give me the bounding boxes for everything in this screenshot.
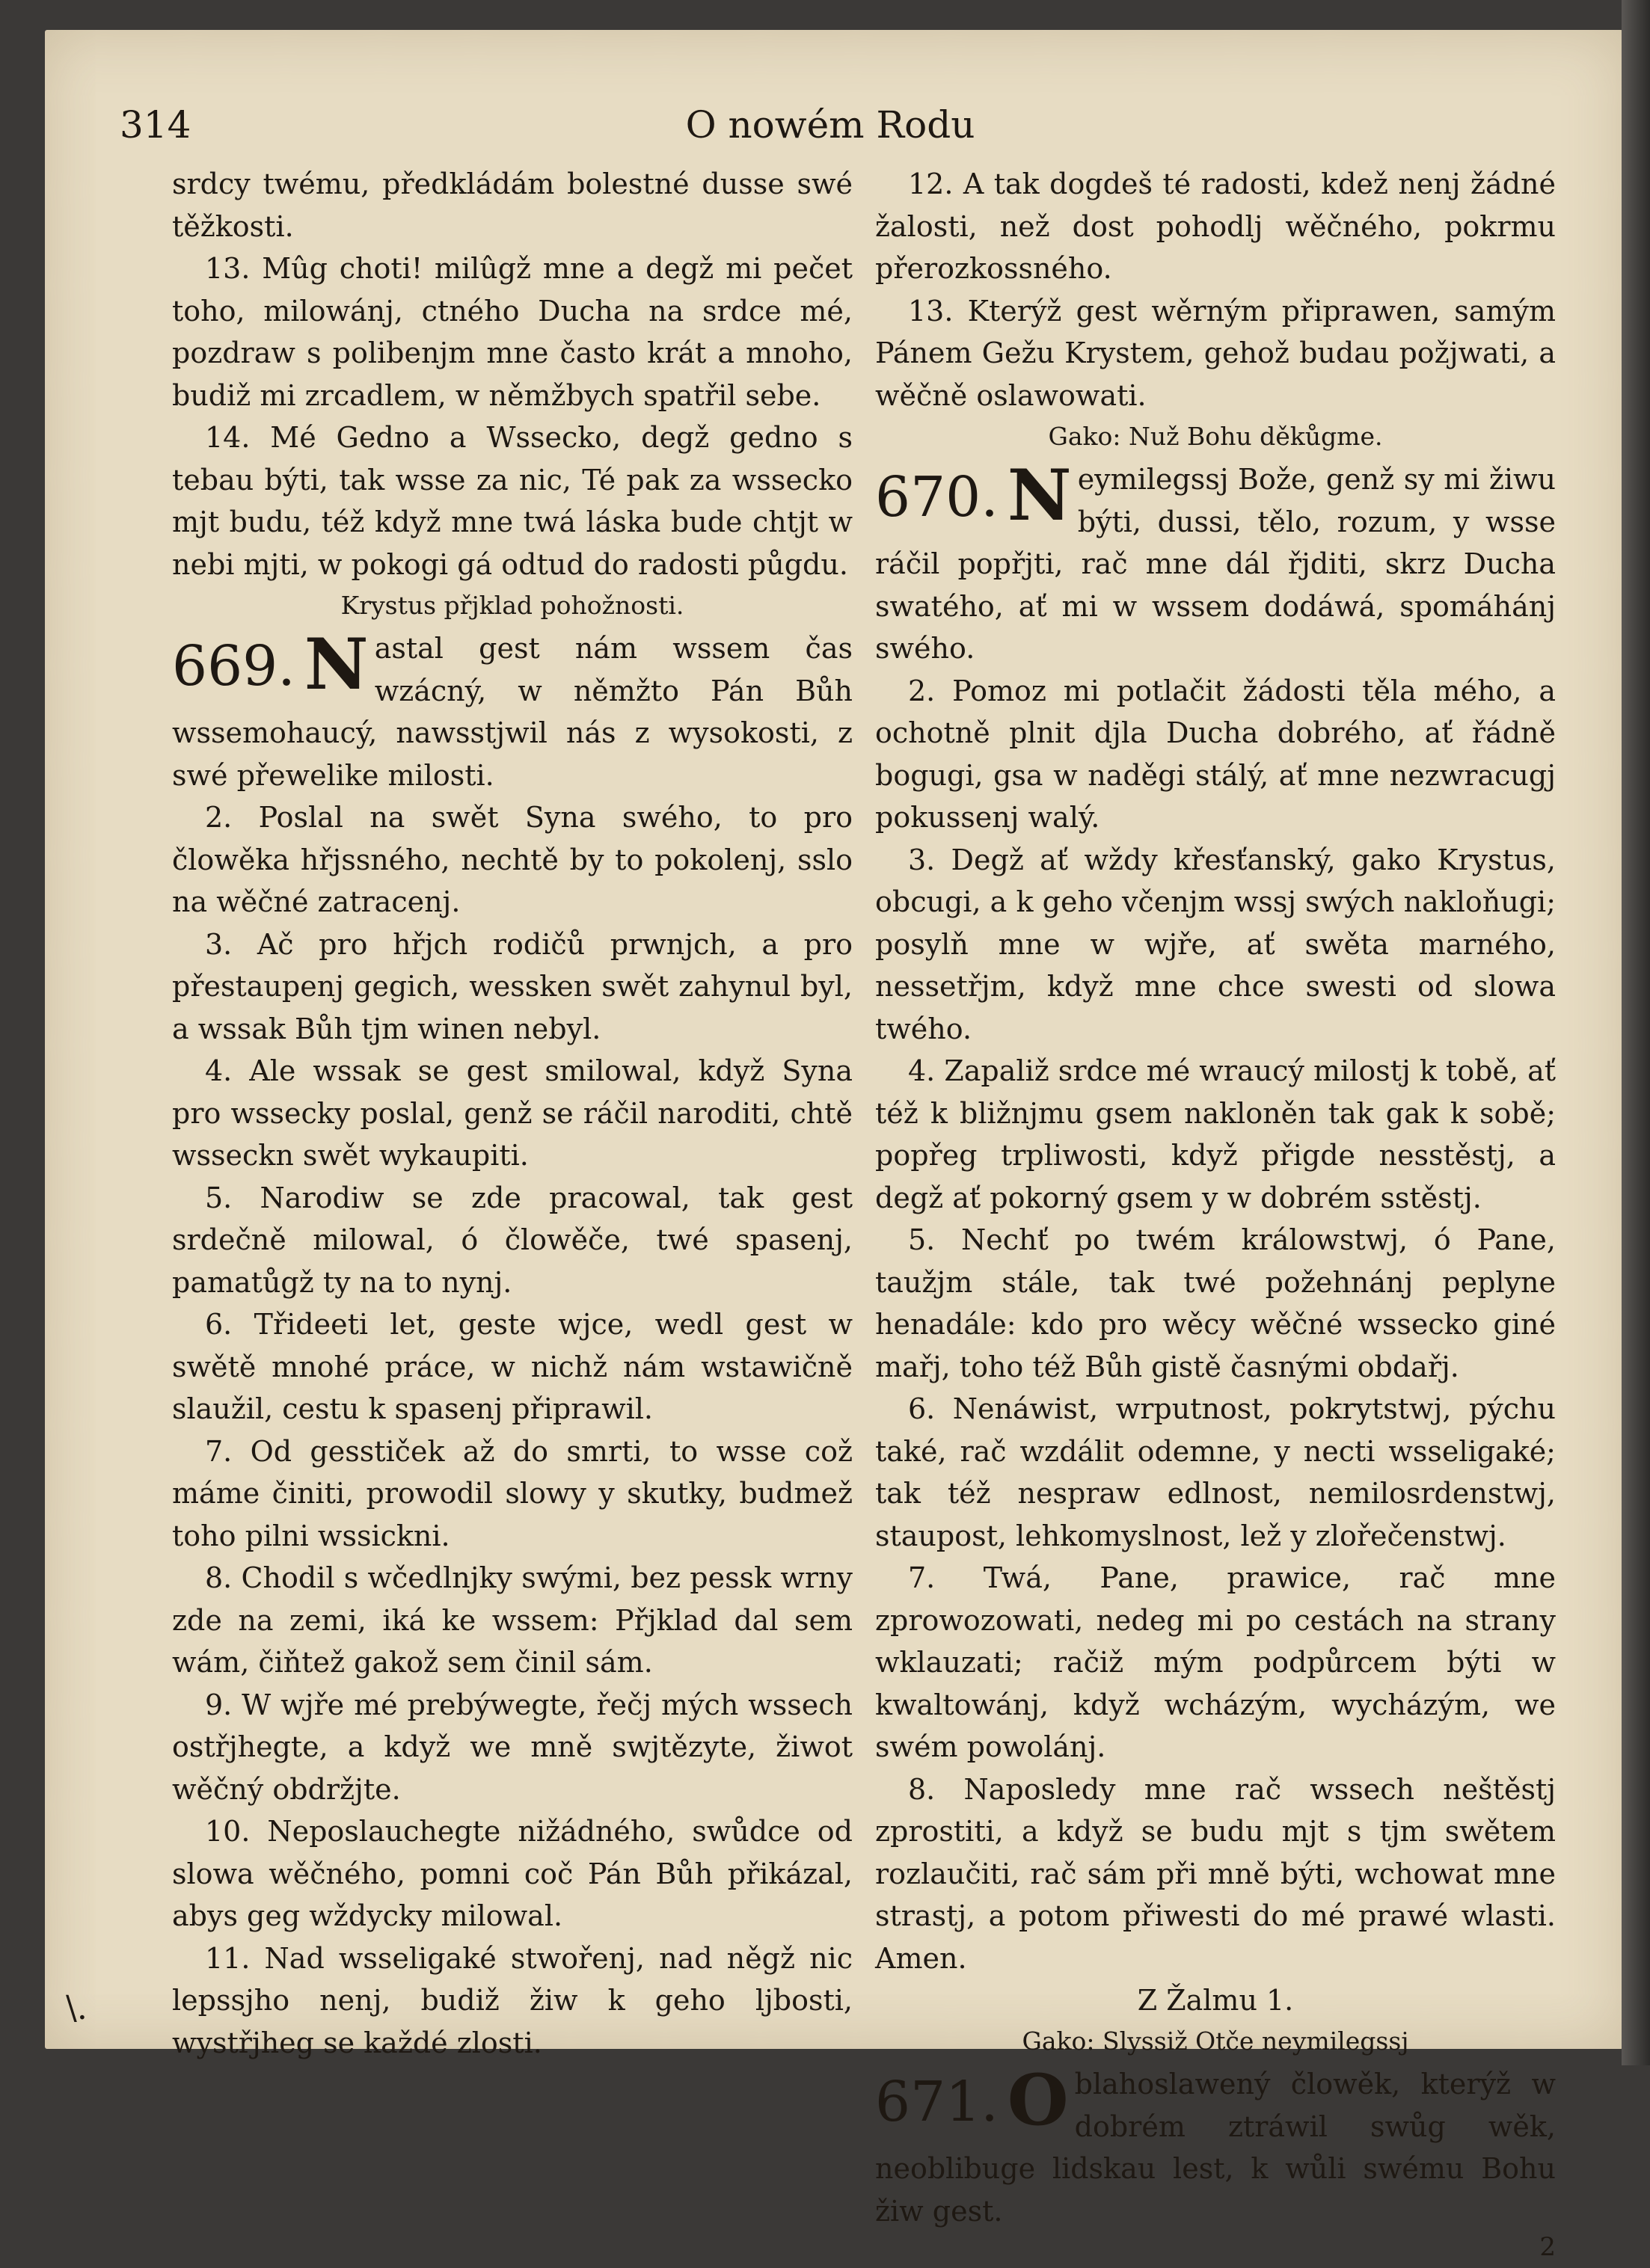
hymn-number: 671.	[875, 2063, 999, 2141]
hymn-tune: Gako: Nuž Bohu děkůgme.	[875, 420, 1556, 454]
drop-cap: O	[1008, 2063, 1069, 2138]
hymn-first-verse	[875, 458, 1556, 670]
verse: 11. Nad wsseligaké stwořenj, nad něgž nic lepssjho nenj, budiž žiw k geho ljbosti, wystřjheg se každé zlosti.	[172, 1937, 853, 2065]
verse: 8. Chodil s wčedlnjky swými, bez pessk wrny zde na zemi, iká ke wssem: Přjklad dal sem wám, čiňtež gakož sem činil sám.	[172, 1557, 853, 1684]
drop-cap: N	[304, 627, 369, 702]
left-column	[172, 163, 853, 2064]
verse-text: astal gest nám wssem čas wzácný, w němžto Pán Bůh wssemohaucý, nawsstjwil nás z wysokosti, z swé přewelike milosti.	[172, 632, 853, 792]
verse: 12. A tak dogdeš té radosti, kdež nenj žádné žalosti, než dost pohodlj wěčného, pokrmu přerozkossného.	[875, 163, 1556, 290]
verse: 4. Zapaliž srdce mé wraucý milostj k tobě, ať též k bližnjmu gsem nakloněn tak gak k sobě; popřeg trpliwosti, když přigde nesstěstj, a degž ať pokorný gsem y w dobrém sstěstj.	[875, 1050, 1556, 1219]
verse: 3. Degž ať wždy křesťanský, gako Krystus, obcugi, a k geho včenjm wssj swých nakloňugi; posylň mne w wjře, ať swěta marného, nessetřjm, když mne chce swesti od slowa twého.	[875, 839, 1556, 1051]
verse: 9. W wjře mé prebýwegte, řečj mých wssech ostřjhegte, a když we mně swjtězyte, žiwot wěčný obdržjte.	[172, 1684, 853, 1811]
verse: 5. Nechť po twém králowstwj, ó Pane, taužjm stále, tak twé požehnánj peplyne henadále: kdo pro wěcy wěčné wssecko giné mařj, toho též Bůh gistě časnými obdařj.	[875, 1219, 1556, 1388]
margin-mark: \.	[66, 1989, 88, 2027]
next-page-edge	[1622, 0, 1650, 2065]
verse-text: blahoslawený člowěk, kterýž w dobrém ztráwil swůg wěk, neoblibuge lidskau lest, k wůli swému Bohu žiw gest.	[875, 2068, 1556, 2228]
hymn-tune: Krystus přjklad pohožnosti.	[172, 588, 853, 623]
page-header	[120, 97, 1541, 157]
verse: 14. Mé Gedno a Wssecko, degž gedno s tebau býti, tak wsse za nic, Té pak za wssecko mjt budu, též když mne twá láska bude chtjt w nebi mjti, w pokogi gá odtud do radosti půgdu.	[172, 417, 853, 586]
right-column	[875, 163, 1556, 2232]
verse: 7. Od gesstiček až do smrti, to wsse což máme činiti, prowodil slowy y skutky, budmež toho pilni wssickni.	[172, 1430, 853, 1558]
running-title: O nowém Rodu	[120, 103, 1541, 147]
hymn-first-verse	[172, 627, 853, 796]
hymn-number: 669.	[172, 627, 295, 705]
hymn-number: 670.	[875, 458, 999, 536]
verse: 4. Ale wssak se gest smilowal, když Syna pro wssecky poslal, genž se ráčil naroditi, chtě wsseckn swět wykaupiti.	[172, 1050, 853, 1177]
hymn-tune: Gako: Slyssiž Otče neymilegssj	[875, 2024, 1556, 2059]
verse: 5. Narodiw se zde pracowal, tak gest srdečně milowal, ó člowěče, twé spasenj, pamatůgž ty na to nynj.	[172, 1177, 853, 1304]
verse-text: eymilegssj Bože, genž sy mi žiwu býti, dussi, tělo, rozum, y wsse ráčil popřjti, rač mne dál řjditi, skrz Ducha swatého, ať mi w wssem dodáwá, spomáhánj swého.	[875, 463, 1556, 665]
verse: 6. Třideeti let, geste wjce, wedl gest w swětě mnohé práce, w nichž nám wstawičně slaužil, cestu k spasenj připrawil.	[172, 1303, 853, 1430]
catchword: 2	[1539, 2226, 1556, 2268]
verse: 7. Twá, Pane, prawice, rač mne zprowozowati, nedeg mi po cestách na strany wklauzati; račiž mým podpůrcem býti w kwaltowánj, když wcházým, wycházým, we swém powolánj.	[875, 1557, 1556, 1768]
verse: 13. Mûg choti! milûgž mne a degž mi pečet toho, milowánj, ctného Ducha na srdce mé, pozdraw s polibenjm mne často krát a mnoho, budiž mi zrcadlem, w němžbych spatřil sebe.	[172, 248, 853, 417]
psalm-heading: Z Žalmu 1.	[875, 1979, 1556, 2021]
verse: 3. Ač pro hřjch rodičů prwnjch, a pro přestaupenj gegich, wessken swět zahynul byl, a wssak Bůh tjm winen nebyl.	[172, 924, 853, 1051]
verse: 10. Neposlauchegte nižádného, swůdce od slowa wěčného, pomni coč Pán Bůh přikázal, abys geg wždycky milowal.	[172, 1810, 853, 1937]
verse: 13. Kterýž gest wěrným připrawen, samým Pánem Gežu Krystem, gehož budau požjwati, a wěčně oslawowati.	[875, 290, 1556, 417]
verse: 2. Pomoz mi potlačit žádosti těla mého, a ochotně plnit djla Ducha dobrého, ať řádně bogugi, gsa w naděgi stálý, ať mne nezwracugj pokussenj walý.	[875, 670, 1556, 839]
page-number: 314	[120, 103, 191, 147]
paragraph: srdcy twému, předkládám bolestné dusse swé těžkosti.	[172, 163, 853, 248]
verse: 2. Poslal na swět Syna swého, to pro člowěka hřjssného, nechtě by to pokolenj, sslo na wěčné zatracenj.	[172, 796, 853, 924]
hymn-first-verse	[875, 2063, 1556, 2232]
drop-cap: N	[1008, 458, 1072, 533]
verse: 6. Nenáwist, wrputnost, pokrytstwj, pýchu také, rač wzdálit odemne, y necti wsseligaké; tak též nespraw edlnost, nemilosrdenstwj, staupost, lehkomyslnost, lež y zlořečenstwj.	[875, 1388, 1556, 1557]
verse: 8. Naposledy mne rač wssech neštěstj zprostiti, a když se budu mjt s tjm swětem rozlaučiti, rač sám při mně býti, wchowat mne strastj, a potom přiwesti do mé prawé wlasti. Amen.	[875, 1768, 1556, 1980]
